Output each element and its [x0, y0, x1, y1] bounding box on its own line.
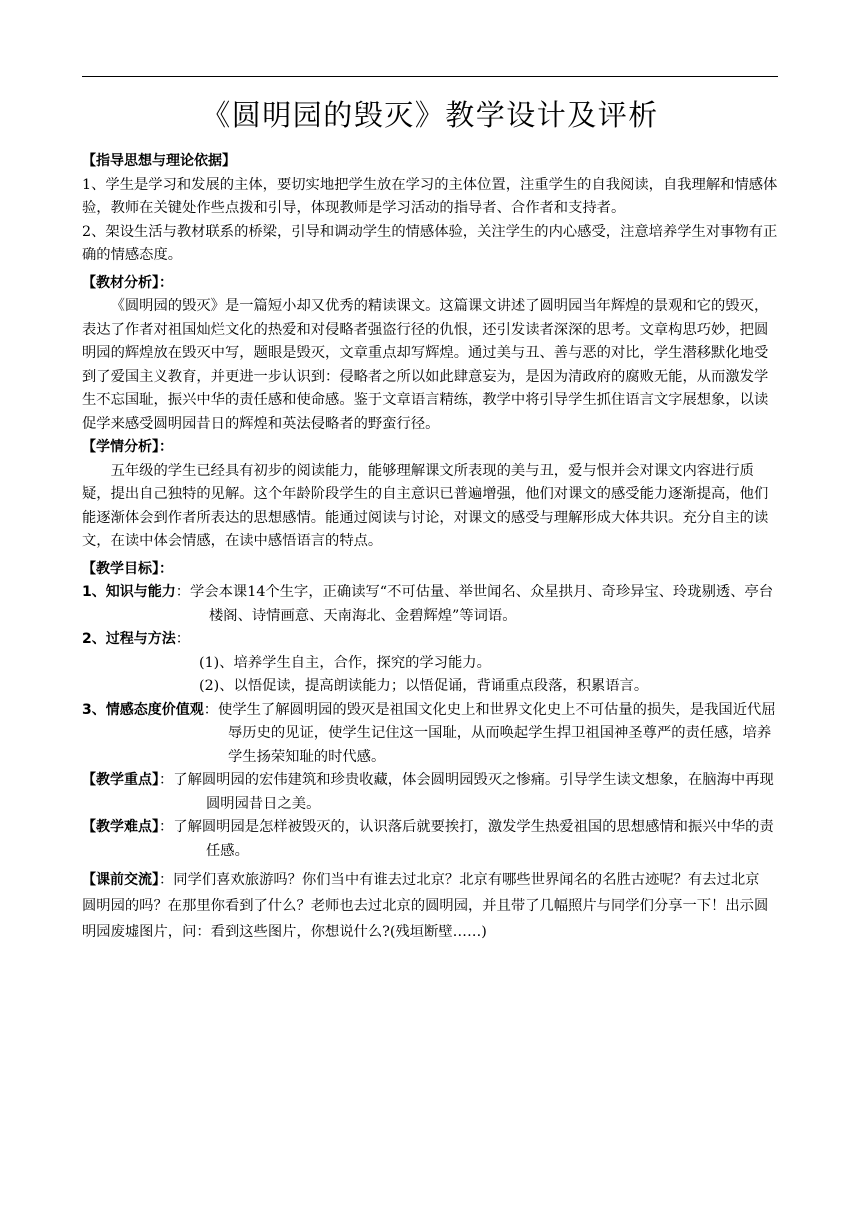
section-key-points: [82, 769, 778, 816]
heading-intro: 【课前交流】: [82, 872, 159, 888]
header-rule: [82, 76, 778, 77]
guiding-point-2: 2、架设生活与教材联系的桥梁，引导和调动学生的情感体验，关注学生的内心感受，注意培养学生对事物有正确的情感态度。: [82, 223, 778, 263]
heading-goals: 【教学目标】: [82, 560, 159, 577]
section-goals: [82, 558, 778, 582]
document-body: [82, 150, 778, 945]
goal-process: [82, 628, 778, 652]
section-intro: [82, 867, 778, 945]
key-points-text: ：了解圆明园的宏伟建筑和珍贵收藏，体会圆明园毁灭之惨痛。引导学生读文想象，在脑海中再现圆明园昔日之美。: [159, 772, 774, 812]
learner-analysis: 五年级的学生已经具有初步的阅读能力，能够理解课文所表现的美与丑，爱与恨并会对课文内容进行质疑，提出自己独特的见解。这个年龄阶段学生的自主意识已普遍增强，他们对课文的感受能力逐渐提高，他们能逐渐体会到作者所表达的思想感情。能通过阅读与讨论，对课文的感受与理解形成大体共识。充分自主的读文，在读中体会情感，在读中感悟语言的特点。: [82, 462, 769, 549]
heading-difficulties: 【教学难点】: [82, 819, 159, 835]
goal-emotion-label: 3、情感态度价值观: [82, 701, 204, 718]
document-title: 《圆明园的毁灭》教学设计及评析: [201, 98, 659, 132]
difficulties-text: ：了解圆明园是怎样被毁灭的，认识落后就要挨打，激发学生热爱祖国的思想感情和振兴中华的责任感。: [159, 819, 774, 859]
textbook-analysis: 《圆明园的毁灭》是一篇短小却又优秀的精读课文。这篇课文讲述了圆明园当年辉煌的景观和它的毁灭，表达了作者对祖国灿烂文化的热爱和对侵略者强盗行径的仇恨，还引发读者深深的思考。文章构思巧妙，把圆明园的辉煌放在毁灭中写，题眼是毁灭，文章重点却写辉煌。通过美与丑、善与恶的对比，学生潜移默化地受到了爱国主义教育，并更进一步认识到：侵略者之所以如此肆意妄为，是因为清政府的腐败无能，从而激发学生不忘国耻，振兴中华的责任感和使命感。鉴于文章语言精练，教学中将引导学生抓住语言文字展想象，以读促学来感受圆明园昔日的辉煌和英法侵略者的野蛮行径。: [82, 298, 769, 432]
goal-emotion-text: ：使学生了解圆明园的毁灭是祖国文化史上和世界文化史上不可估量的损失，是我国近代屈辱历史的见证，使学生记住这一国耻，从而唤起学生捍卫祖国神圣尊严的责任感，培养学生扬荣知耻的时代感。: [203, 701, 776, 765]
goal-process-item-1: (1)、培养学生自主，合作，探究的学习能力。: [199, 654, 491, 671]
goal-knowledge-label: 1、知识与能力: [82, 584, 176, 600]
heading-guiding: 【指导思想与理论依据】: [82, 153, 236, 169]
goal-emotion: [82, 699, 778, 770]
section-learners: [82, 436, 778, 460]
heading-learners: 【学情分析】: [82, 439, 159, 455]
heading-textbook-colon: ：: [159, 274, 173, 291]
goal-knowledge-text: ：学会本课14个生字，正确读写“不可估量、举世闻名、众星拱月、奇珍异宝、玲珑剔透、亭台楼阁、诗情画意、天南海北、金碧辉煌”等词语。: [175, 584, 774, 624]
heading-learners-colon: ：: [159, 439, 173, 455]
goal-knowledge: [82, 581, 778, 628]
guiding-point-1: 1、学生是学习和发展的主体，要切实地把学生放在学习的主体位置，注重学生的自我阅读，自我理解和情感体验，教师在关键处作些点拨和引导，体现教师是学习活动的指导者、合作者和支持者。: [82, 176, 778, 216]
goal-process-item-2: (2)、以悟促读，提高朗读能力；以悟促诵，背诵重点段落，积累语言。: [199, 678, 649, 694]
goal-process-colon: ：: [175, 631, 191, 647]
heading-textbook: 【教材分析】: [82, 274, 159, 291]
goal-process-label: 2、过程与方法: [82, 631, 176, 647]
section-guiding: [82, 150, 778, 174]
heading-key-points: 【教学重点】: [82, 772, 159, 788]
section-difficulties: [82, 816, 778, 863]
heading-goals-colon: ：: [159, 560, 173, 577]
section-textbook: [82, 272, 778, 296]
intro-text: ：同学们喜欢旅游吗？你们当中有谁去过北京？北京有哪些世界闻名的名胜古迹呢？有去过北京 圆明园的吗？在那里你看到了什么？老师也去过北京的圆明园，并且带了几幅照片与同学们分享一下！出示圆明园废墟图片，问：看到这些图片，你想说什么?(残垣断壁……): [82, 872, 769, 940]
